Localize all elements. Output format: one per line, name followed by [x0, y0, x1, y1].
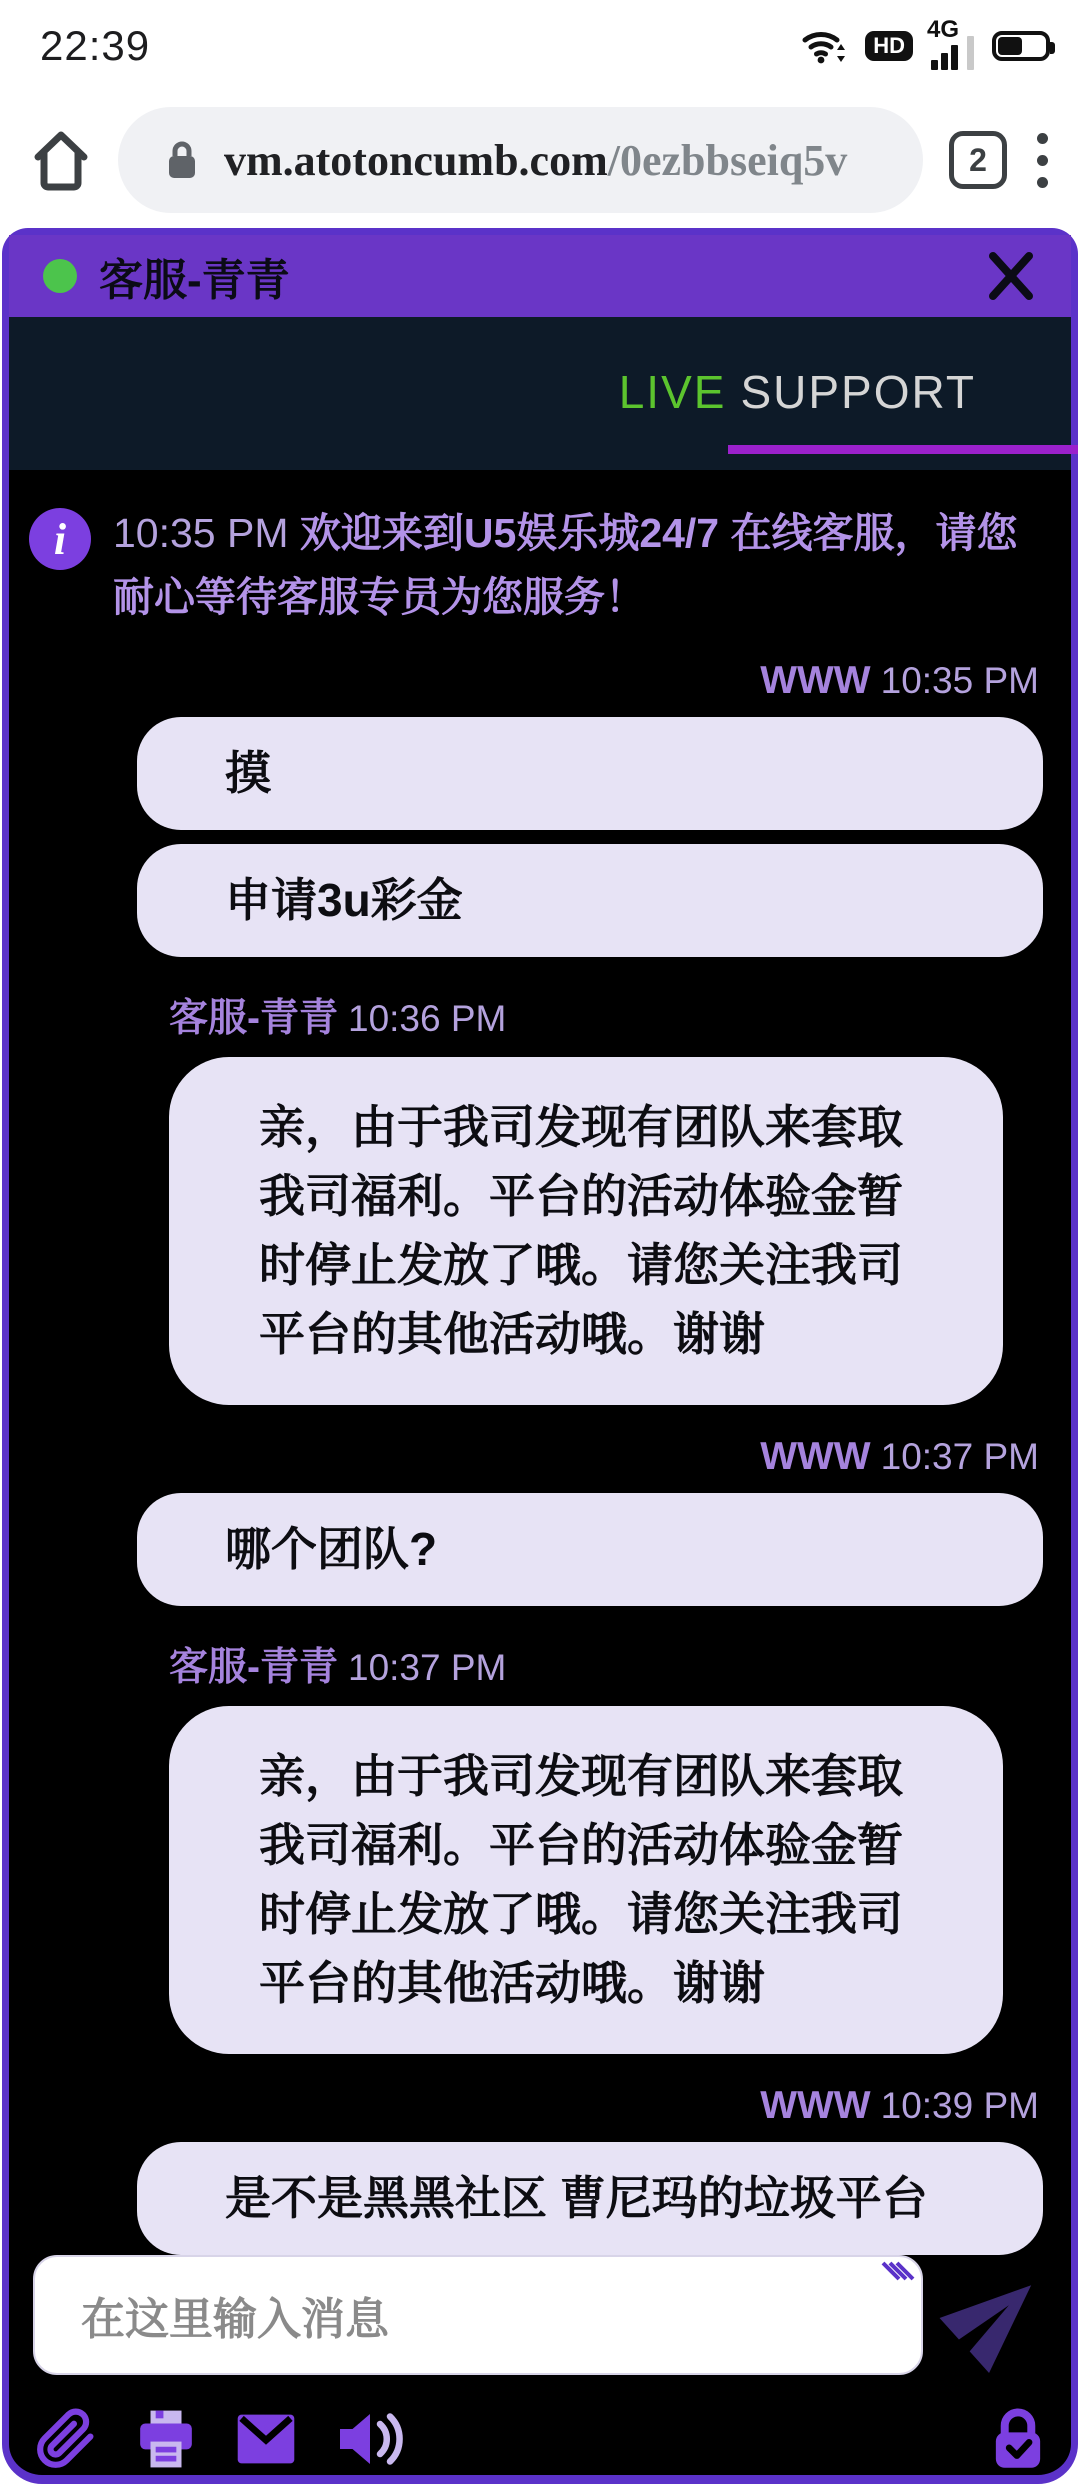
live-label: LIVE [618, 366, 727, 418]
message-input[interactable] [33, 2255, 923, 2375]
sender-name: WWW [760, 2084, 871, 2128]
user-message-bubble: 是不是黑黑社区 曹尼玛的垃圾平台 [137, 2142, 1043, 2255]
composer [9, 2255, 1071, 2484]
sender-name: WWW [760, 659, 871, 703]
support-label: SUPPORT [740, 366, 976, 418]
user-message-bubble: 摸 [137, 717, 1043, 830]
system-welcome-message [9, 496, 1071, 629]
chat-agent-title: 客服-青青 [99, 256, 290, 305]
sound-icon[interactable] [335, 2408, 405, 2470]
wifi-icon [803, 28, 847, 64]
agent-message-bubble: 亲，由于我司发现有团队来套取我司福利。平台的活动体验金暂时停止发放了哦。请您关注我司平台的其他活动哦。谢谢 [169, 1706, 1003, 2054]
message-time: 10:39 PM [880, 2085, 1039, 2127]
send-button[interactable] [947, 2261, 1047, 2371]
live-support-label [619, 365, 976, 419]
email-icon[interactable] [235, 2412, 297, 2466]
sender-name: 客服-青青 [169, 997, 338, 1041]
message-meta [9, 1435, 1071, 1479]
url-path: /0ezbbseiq5v [607, 135, 848, 185]
browser-toolbar [0, 92, 1080, 228]
agent-message-bubble: 亲，由于我司发现有团队来套取我司福利。平台的活动体验金暂时停止发放了哦。请您关注我司平台的其他活动哦。谢谢 [169, 1057, 1003, 1405]
live-chat-widget [2, 228, 1078, 2484]
message-time: 10:36 PM [348, 998, 507, 1040]
user-message-bubble: 申请3u彩金 [137, 844, 1043, 957]
composer-toolbar [33, 2404, 1047, 2474]
message-list [9, 470, 1071, 2255]
address-bar[interactable] [118, 107, 923, 213]
browser-menu-button[interactable] [1033, 129, 1052, 192]
attachment-icon[interactable] [35, 2408, 97, 2470]
message-time: 10:35 PM [880, 660, 1039, 702]
network-type-label: 4G [927, 16, 960, 43]
user-message-bubble: 哪个团队? [137, 1493, 1043, 1606]
url-domain: vm.atotoncumb.com [224, 135, 608, 185]
tab-switcher-button[interactable]: 2 [949, 131, 1007, 189]
welcome-timestamp: 10:35 PM [113, 510, 289, 556]
online-status-dot [43, 259, 77, 293]
welcome-text: 欢迎来到U5娱乐城24/7 在线客服，请您耐心等待客服专员为您服务！ [113, 510, 1018, 620]
status-bar [0, 0, 1080, 92]
secure-lock-icon [991, 2408, 1045, 2470]
message-meta [9, 2084, 1071, 2128]
clock-time: 22:39 [40, 22, 151, 69]
battery-icon [992, 31, 1050, 61]
info-icon: i [29, 508, 91, 570]
chat-header [9, 235, 1071, 317]
message-meta [9, 1636, 1071, 1692]
print-icon[interactable] [135, 2408, 197, 2470]
url-text[interactable] [224, 135, 847, 186]
live-support-banner [9, 317, 1071, 470]
cellular-signal-icon [927, 16, 974, 70]
close-icon[interactable] [985, 250, 1037, 302]
sender-name: WWW [760, 1435, 871, 1479]
sender-name: 客服-青青 [169, 1646, 338, 1690]
message-time: 10:37 PM [348, 1647, 507, 1689]
hd-icon: HD [865, 31, 913, 61]
message-meta [9, 659, 1071, 703]
banner-underline [728, 445, 1078, 454]
lock-icon [166, 140, 198, 180]
message-meta [9, 987, 1071, 1043]
message-time: 10:37 PM [880, 1436, 1039, 1478]
status-icons [803, 16, 1050, 70]
home-button[interactable] [30, 127, 92, 193]
